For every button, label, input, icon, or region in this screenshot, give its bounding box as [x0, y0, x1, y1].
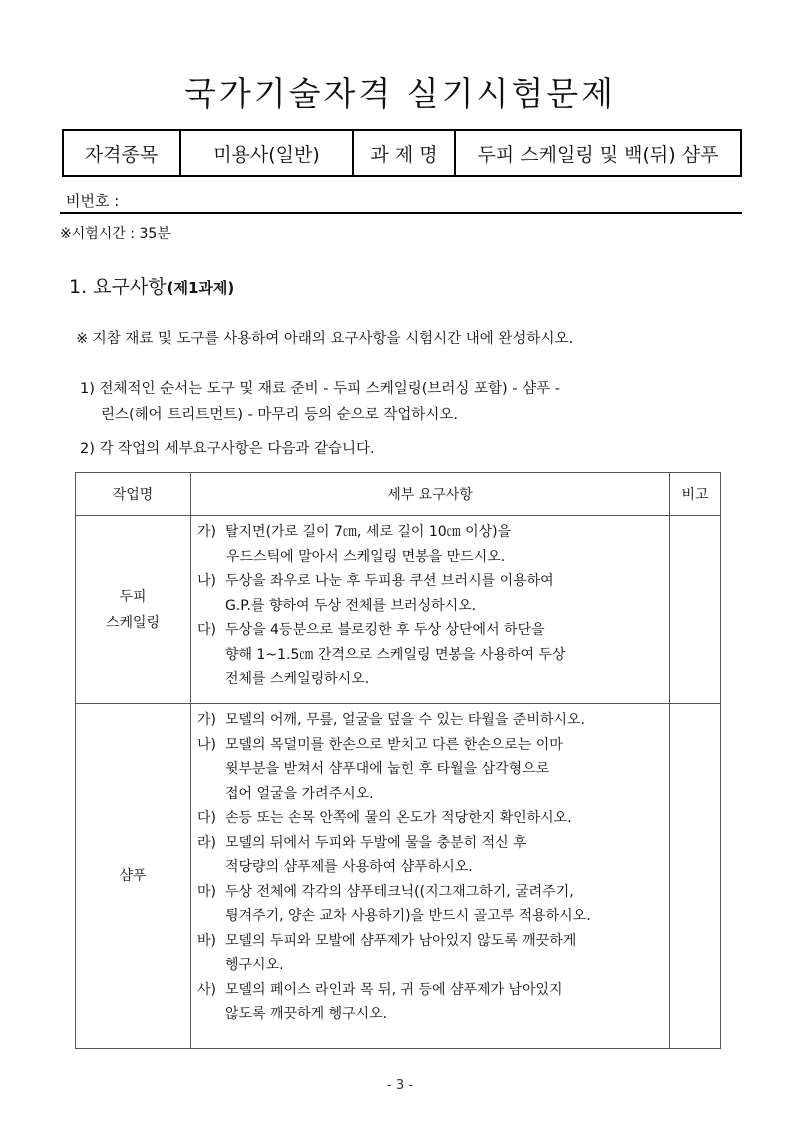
item-marker: 바): [197, 932, 216, 949]
item-marker: 사): [197, 981, 216, 998]
list-item: [197, 569, 669, 618]
item-line: 모델의 페이스 라인과 목 뒤, 귀 등에 샴푸제가 남아있지: [225, 981, 563, 998]
item-line: 모델의 어깨, 무릎, 얼굴을 덮을 수 있는 타월을 준비하시오.: [225, 712, 586, 728]
task-name-line: 스케일링: [105, 614, 161, 631]
header-task-name: 작업명: [76, 473, 191, 516]
table-row: [76, 516, 721, 704]
instruction-text: ※ 지참 재료 및 도구를 사용하여 아래의 요구사항을 시험시간 내에 완성하시오.: [76, 331, 574, 347]
task-name-shampoo: [76, 704, 191, 1049]
point2-text: 2) 각 작업의 세부요구사항은 다음과 같습니다.: [80, 441, 375, 457]
item-line: 적당량의 샴푸제를 사용하여 샴푸하시오.: [225, 859, 473, 875]
note-shampoo: [670, 704, 721, 1049]
page-number: - 3 -: [387, 1078, 413, 1093]
task-label: 과 제 명: [353, 130, 455, 176]
candidate-number-label: 비번호 :: [66, 192, 120, 210]
item-marker: 가): [197, 524, 216, 540]
item-line: 모델의 두피와 모발에 샴푸제가 남아있지 않도록 깨끗하게: [225, 932, 577, 949]
exam-time: ※시험시간 : 35분: [60, 226, 171, 242]
note-scaling: [670, 516, 721, 704]
item-line: 우드스틱에 말아서 스케일링 면봉을 만드시오.: [226, 548, 506, 565]
item-marker: 가): [197, 712, 216, 728]
list-item: [197, 880, 669, 929]
list-item: [197, 831, 669, 880]
item-marker: 다): [197, 810, 216, 826]
header-note: 비고: [670, 473, 721, 516]
page-title: 국가기술자격 실기시험문제: [183, 74, 617, 113]
item-line: 향해 1~1.5㎝ 간격으로 스케일링 면봉을 사용하여 두상: [225, 646, 566, 663]
item-marker: 나): [197, 573, 216, 589]
item-line: 전체를 스케일링하시오.: [225, 671, 370, 687]
point1-line1: 1) 전체적인 순서는 도구 및 재료 준비 - 두피 스케일링(브러싱 포함) - 샴푸 -: [80, 381, 560, 397]
category-label: 자격종목: [63, 130, 180, 176]
item-line: 않도록 깨끗하게 헹구시오.: [225, 1006, 388, 1022]
item-line: 모델의 뒤에서 두피와 두발에 물을 충분히 적신 후: [225, 834, 527, 851]
list-item: [197, 806, 669, 831]
list-item: [197, 708, 669, 733]
item-line: 두상 전체에 각각의 샴푸테크닉((지그재그하기, 굴려주기,: [225, 883, 574, 900]
header-detail: 세부 요구사항: [191, 473, 670, 516]
item-line: 두상을 4등분으로 블로킹한 후 두상 상단에서 하단을: [225, 622, 545, 638]
list-item: [197, 733, 669, 807]
detail-scaling: [191, 516, 670, 704]
item-line: 윗부분을 받쳐서 샴푸대에 눕힌 후 타월을 삼각형으로: [225, 761, 550, 777]
list-item: [197, 618, 669, 692]
list-item: [197, 520, 669, 569]
item-marker: 라): [197, 834, 216, 851]
item-line: G.P.를 향하여 두상 전체를 브러싱하시오.: [225, 597, 477, 614]
item-marker: 나): [197, 736, 216, 753]
requirements-table: [75, 472, 721, 1049]
task-name-line: 샴푸: [119, 868, 147, 884]
item-line: 헹구시오.: [225, 957, 284, 973]
header-divider: [60, 212, 742, 214]
item-line: 손등 또는 손목 안쪽에 물의 온도가 적당한지 확인하시오.: [225, 810, 572, 826]
exam-info-table: [62, 129, 742, 177]
section-subtitle: (제1과제): [166, 279, 235, 297]
list-item: [197, 929, 669, 978]
category-value: 미용사(일반): [180, 130, 353, 176]
point1-line2: 린스(헤어 트리트먼트) - 마무리 등의 순으로 작업하시오.: [101, 407, 458, 423]
item-marker: 다): [197, 622, 216, 638]
section-title: 1. 요구사항: [69, 276, 167, 298]
detail-shampoo: [191, 704, 670, 1049]
section-heading: [69, 272, 234, 299]
task-value: 두피 스케일링 및 백(뒤) 샴푸: [455, 130, 741, 176]
item-line: 튕겨주기, 양손 교차 사용하기)을 반드시 골고루 적용하시오.: [225, 908, 591, 924]
item-line: 모델의 목덜미를 한손으로 받치고 다른 한손으로는 이마: [225, 736, 563, 753]
task-name-line: 두피: [119, 588, 147, 605]
item-line: 탈지면(가로 길이 7㎝, 세로 길이 10㎝ 이상)을: [225, 524, 512, 540]
item-marker: 마): [197, 883, 216, 900]
item-line: 두상을 좌우로 나눈 후 두피용 쿠션 브러시를 이용하여: [225, 573, 554, 589]
item-line: 접어 얼굴을 가려주시오.: [225, 785, 374, 802]
task-name-scaling: [76, 516, 191, 704]
list-item: [197, 978, 669, 1027]
table-row: [76, 704, 721, 1049]
